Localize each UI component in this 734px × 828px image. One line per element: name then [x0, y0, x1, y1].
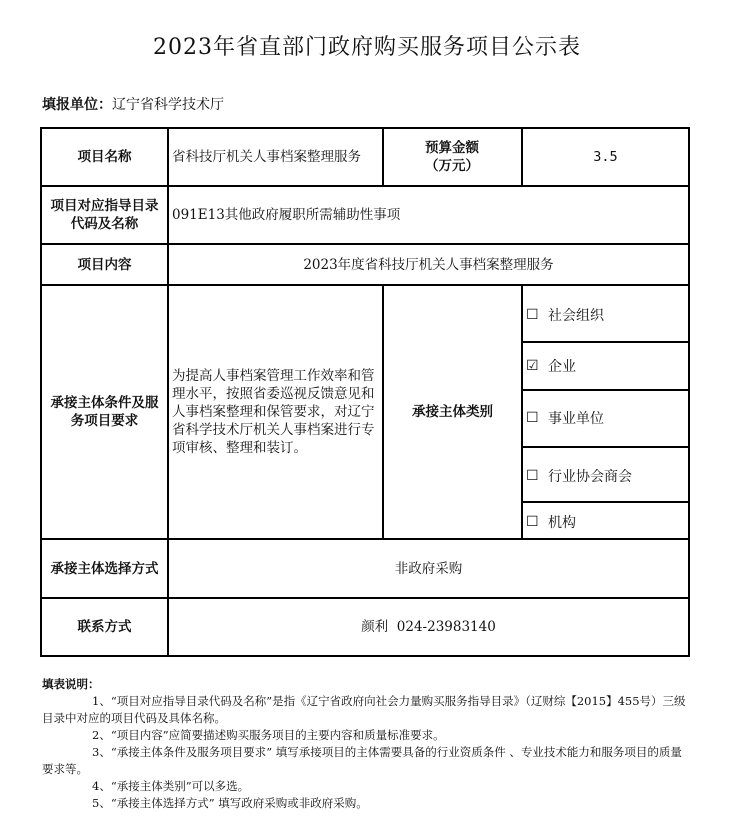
category-divider: [521, 341, 690, 343]
selection-value: 非政府采购: [394, 560, 463, 577]
notes-heading: 填表说明：: [42, 677, 100, 691]
catalog-value: 091E13其他政府履职所需辅助性事项: [172, 207, 401, 223]
contact-label: 联系方式: [77, 619, 132, 635]
checkbox-checked-icon[interactable]: ☑: [526, 358, 539, 374]
requirements-value: 为提高人事档案管理工作效率和管理水平，按照省委巡视反馈意见和人事档案整理和保管要求，对辽宁省科学技术厅机关人事档案进行专项审核、整理和装订。: [172, 368, 375, 456]
note-item: 4、“承接主体类别”可以多选。: [92, 779, 250, 793]
category-divider: [521, 446, 690, 448]
budget-value: 3.5: [593, 149, 618, 165]
notes: [42, 676, 692, 812]
category-option-label: 社会组织: [548, 308, 604, 324]
category-option[interactable]: [526, 356, 576, 376]
content-label: 项目内容: [77, 256, 132, 273]
category-option-label: 行业协会商会: [548, 469, 632, 485]
note-item: 3、“承接主体条件及服务项目要求” 填写承接项目的主体需要具备的行业资质条件 、专业技术能力和服务项目的质量要求等。: [42, 745, 682, 776]
category-option[interactable]: [526, 408, 604, 428]
category-option[interactable]: [526, 512, 576, 532]
col-divider: [382, 127, 384, 185]
checkbox-icon[interactable]: ☐: [526, 307, 539, 323]
category-option-label: 企业: [548, 359, 576, 375]
selection-label: 承接主体选择方式: [50, 560, 159, 577]
note-item: 2、“项目内容”应简要描述购买服务项目的主要内容和质量标准要求。: [92, 728, 445, 742]
page-title: 2023年省直部门政府购买服务项目公示表: [153, 35, 581, 60]
filler-unit-value: 辽宁省科学技术厅: [112, 97, 224, 113]
category-option[interactable]: [526, 466, 632, 486]
filler-unit-label: 填报单位：: [42, 97, 112, 113]
category-option[interactable]: [526, 305, 604, 325]
category-option-label: 机构: [548, 515, 576, 531]
category-label: 承接主体类别: [412, 404, 493, 420]
budget-label: 预算金额（万元）: [425, 140, 479, 174]
checkbox-icon[interactable]: ☐: [526, 514, 539, 530]
table-border-right: [688, 127, 690, 657]
project-name-label: 项目名称: [77, 149, 132, 165]
requirements-label: 承接主体条件及服务项目要求: [50, 395, 159, 429]
category-option-label: 事业单位: [548, 411, 604, 427]
note-item: 1、“项目对应指导目录代码及名称”是指《辽宁省政府向社会力量购买服务指导目录》（辽财综【2015】455号）三级目录中对应的项目代码及具体名称。: [42, 694, 686, 725]
checkbox-icon[interactable]: ☐: [526, 468, 539, 484]
category-divider: [521, 389, 690, 391]
filler-unit: [42, 94, 224, 114]
note-item: 5、“承接主体选择方式” 填写政府采购或非政府采购。: [92, 796, 368, 810]
category-divider: [521, 501, 690, 503]
col-divider: [521, 284, 523, 538]
table-border-bottom: [40, 655, 690, 657]
contact-value: 颜利 024-23983140: [361, 619, 496, 635]
catalog-label: 项目对应指导目录代码及名称: [50, 198, 159, 232]
checkbox-icon[interactable]: ☐: [526, 410, 539, 426]
content-value: 2023年度省科技厅机关人事档案整理服务: [303, 256, 554, 273]
project-name-value: 省科技厅机关人事档案整理服务: [172, 149, 361, 165]
